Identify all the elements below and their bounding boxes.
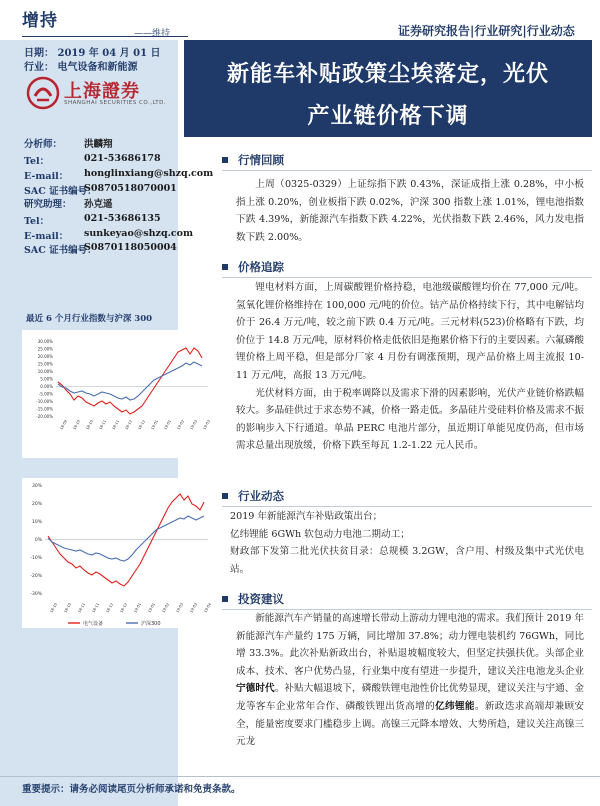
chart1-x-ticks bbox=[59, 419, 211, 431]
y-tick: -10.00% bbox=[36, 399, 53, 404]
chart-industry-vs-csi300-1 bbox=[22, 330, 212, 458]
contact-label: Tel： bbox=[24, 156, 50, 167]
logo-emblem-icon bbox=[26, 76, 60, 110]
contact-value: honglinxiang@shzq.com bbox=[84, 168, 214, 179]
report-title-line1: 新能车补贴政策尘埃落定，光伏 bbox=[226, 61, 549, 87]
x-tick: 18-10 bbox=[72, 419, 82, 431]
legend-industry: 电气设备 bbox=[83, 621, 104, 627]
report-category: 证券研究报告|行业研究|行业动态 bbox=[398, 24, 575, 38]
contact-value: 洪麟翔 bbox=[84, 139, 113, 150]
paragraph bbox=[236, 610, 584, 751]
industry-news-body bbox=[230, 508, 584, 578]
logo-name: 上海證券 bbox=[64, 81, 140, 102]
x-tick: 18-11 bbox=[77, 602, 87, 614]
x-tick: 18-12 bbox=[124, 419, 134, 431]
contact-value: 021-53686178 bbox=[84, 153, 161, 164]
section-title-text: 行业动态 bbox=[238, 489, 284, 503]
section-bullet-icon bbox=[222, 493, 228, 499]
section-title-industry-news bbox=[222, 488, 284, 504]
x-tick: 18-11 bbox=[111, 419, 121, 431]
y-tick: 0% bbox=[34, 538, 42, 543]
section-bullet-icon bbox=[222, 596, 228, 602]
rating-maintain: ——维持 bbox=[134, 29, 171, 39]
news-item: 2019 年新能源汽车补贴政策出台； bbox=[230, 511, 383, 522]
contact-value: S0870518070001 bbox=[84, 183, 177, 194]
y-tick: -20% bbox=[30, 574, 42, 579]
y-tick: -30% bbox=[30, 592, 42, 597]
contact-value: 021-53686135 bbox=[84, 213, 161, 224]
advice-text: 。补贴大幅退坡下，磷酸铁锂电池性价比优势显现，建议关注与宇通、金龙等客车企业常年合作、磷酸铁锂出货高增的 bbox=[236, 683, 584, 712]
y-tick: 10% bbox=[31, 520, 42, 525]
x-tick: 18-10 bbox=[49, 602, 59, 614]
y-tick: -20.00% bbox=[36, 414, 53, 419]
x-tick: 19-01 bbox=[150, 419, 160, 431]
chart2-csi300-line bbox=[48, 516, 204, 561]
section-rule bbox=[222, 170, 592, 171]
x-tick: 19-04 bbox=[203, 602, 212, 614]
y-tick: -15.00% bbox=[36, 406, 53, 412]
x-tick: 19-02 bbox=[161, 602, 171, 614]
chart2-x-ticks bbox=[49, 602, 212, 614]
y-tick: 20% bbox=[31, 502, 42, 507]
advice-text: 。新政迭求高端却兼顾安全，能量密度要求门槛稳步上调。高镍三元降本增效、大势所趋，建议关注高镍三元龙 bbox=[236, 700, 584, 748]
highlight-company: 宁德时代 bbox=[236, 683, 275, 695]
x-tick: 19-03 bbox=[202, 419, 212, 431]
x-tick: 19-01 bbox=[163, 419, 173, 431]
x-tick: 19-03 bbox=[189, 419, 199, 431]
y-tick: 10.00% bbox=[37, 369, 53, 374]
section-title-text: 行情回顾 bbox=[238, 153, 284, 167]
chart2-legend bbox=[68, 620, 161, 627]
logo-english: SHANGHAI SECURITIES CO.,LTD. bbox=[64, 100, 167, 106]
x-tick: 18-12 bbox=[119, 602, 129, 614]
y-tick: 25.00% bbox=[37, 346, 53, 352]
section-title-investment-advice bbox=[222, 591, 284, 607]
contact-value: 孙克遥 bbox=[84, 199, 113, 210]
chart2-industry-line bbox=[48, 494, 204, 586]
chart-industry-vs-csi300-2 bbox=[22, 478, 212, 628]
x-tick: 19-02 bbox=[176, 419, 186, 431]
section-title-text: 投资建议 bbox=[238, 592, 284, 606]
x-tick: 18-12 bbox=[105, 602, 115, 614]
y-tick: -10% bbox=[30, 556, 42, 561]
y-tick: 30% bbox=[31, 484, 42, 489]
title-box bbox=[184, 49, 592, 137]
x-tick: 18-10 bbox=[63, 602, 73, 614]
section-rule bbox=[222, 277, 592, 278]
report-date: 日期： 2019 年 04 月 01 日 bbox=[24, 48, 161, 59]
rating-label: 增持 bbox=[22, 11, 58, 31]
header-band bbox=[184, 40, 592, 49]
contact-value: sunkeyao@shzq.com bbox=[84, 228, 194, 239]
contact-label: SAC 证书编号： bbox=[24, 245, 97, 256]
advice-text: 新能源汽车产销量的高速增长带动上游动力锂电池的需求。我们预计 2019 年新能源汽车产量约 175 万辆，同比增加 37.8%；动力锂电装机约 76GWh，同比增 33.3%。此次补贴新政出台，补贴退坡幅度较大，但坚定扶强扶优。头部企业成本、技术、客户优势凸显，行业集中度有望进一步提升，建议关注电池龙头企业 bbox=[236, 613, 584, 677]
footer-rule bbox=[0, 776, 600, 777]
news-item: 财政部下发第二批光伏扶贫目录：总规模 3.2GW，含户用、村级及集中式光伏电站。 bbox=[230, 546, 584, 575]
chart2-svg bbox=[22, 478, 212, 628]
y-tick: 30.00% bbox=[37, 339, 53, 344]
x-tick: 19-03 bbox=[175, 602, 185, 614]
section-title-price-tracking bbox=[222, 259, 284, 275]
contact-label: 分析师： bbox=[24, 139, 63, 150]
x-tick: 18-11 bbox=[98, 419, 108, 431]
footer-notice: 重要提示：请务必阅读尾页分析师承诺和免责条款。 bbox=[22, 784, 241, 795]
y-tick: -5.00% bbox=[38, 391, 53, 397]
chart1-svg bbox=[22, 330, 212, 458]
paragraph: 上周（0325-0329）上证综指下跌 0.43%，深证成指上涨 0.28%，中小板指上涨 0.20%，创业板指下跌 0.02%，沪深 300 指数上涨 1.01%，锂电池指数下跌 4.39%，新能源汽车指数下跌 4.22%，光伏指数下跌 2.46%，风力发电指数下跌 2.00%。 bbox=[236, 179, 584, 243]
paragraph: 光伏材料方面，由于税率调降以及需求下滑的因素影响，光伏产业链价格跌幅较大。多晶硅供过于求态势不减，价格一路走低。多晶硅片受硅料价格及需求不振的影响步入下行通道。单晶 PERC 电池片部分，虽近期订单能见度仍高，但市场需求总量出现放缓，价格下跌至每瓦 1.2-1.22 元人民币。 bbox=[236, 387, 584, 452]
section-title-text: 价格追踪 bbox=[238, 260, 284, 274]
contact-label: SAC 证书编号： bbox=[24, 186, 97, 197]
investment-advice-body bbox=[236, 610, 584, 770]
chart2-y-ticks bbox=[30, 483, 42, 597]
x-tick: 18-12 bbox=[137, 419, 147, 431]
header-rule bbox=[22, 36, 188, 37]
section-rule bbox=[222, 506, 592, 507]
section-bullet-icon bbox=[222, 264, 228, 270]
x-tick: 19-01 bbox=[147, 602, 157, 614]
company-logo bbox=[26, 76, 166, 110]
y-tick: 0.00% bbox=[40, 384, 53, 389]
chart1-industry-line bbox=[58, 348, 202, 414]
x-tick: 18-10 bbox=[85, 419, 95, 431]
y-tick: 5.00% bbox=[40, 376, 53, 382]
report-industry: 行业： 电气设备和新能源 bbox=[24, 62, 138, 73]
y-tick: 20.00% bbox=[37, 354, 53, 359]
contact-label: 研究助理： bbox=[24, 199, 72, 210]
x-tick: 19-03 bbox=[189, 602, 199, 614]
contact-label: Tel： bbox=[24, 216, 50, 227]
x-tick: 18-11 bbox=[91, 602, 101, 614]
chart1-csi300-line bbox=[58, 362, 202, 400]
section-bullet-icon bbox=[222, 157, 228, 163]
contact-label: E-mail： bbox=[24, 171, 69, 182]
legend-csi300: 沪深300 bbox=[141, 621, 161, 627]
market-review-body bbox=[236, 176, 584, 246]
chart1-y-ticks bbox=[36, 339, 53, 419]
x-tick: 19-01 bbox=[133, 602, 143, 614]
y-tick: 15.00% bbox=[37, 361, 53, 367]
section-title-market-review bbox=[222, 152, 284, 168]
news-item: 亿纬锂能 6GWh 软包动力电池二期动工； bbox=[230, 528, 410, 540]
report-title-line2: 产业链价格下调 bbox=[307, 103, 469, 129]
contact-label: E-mail： bbox=[24, 231, 69, 242]
contact-value: S0870118050004 bbox=[84, 242, 177, 253]
highlight-company: 亿纬锂能 bbox=[435, 700, 475, 712]
x-tick: 18-09 bbox=[59, 419, 69, 431]
chart-section-title: 最近 6 个月行业指数与沪深 300 bbox=[26, 314, 153, 324]
price-tracking-body bbox=[236, 279, 584, 455]
paragraph: 锂电材料方面，上周碳酸锂价格持稳，电池级碳酸锂均价在 77,000 元/吨。氢氧化锂价格维持在 100,000 元/吨的价位。钴产品价格持续下行，其中电解钴均价于 26.4 万元/吨，较之前下跌 0.4 万元/吨。三元材料(523)价格略有下跌，均价位于 14.8 万元/吨，原材料价格走低依旧是拖累价格下行的主要因素。六氟磷酸锂价格上周平稳，但是部分厂家 4 月份有调涨预期，现产品价格上周主流报 10-11 万元/吨，高报 13 万元/吨。 bbox=[236, 282, 584, 381]
